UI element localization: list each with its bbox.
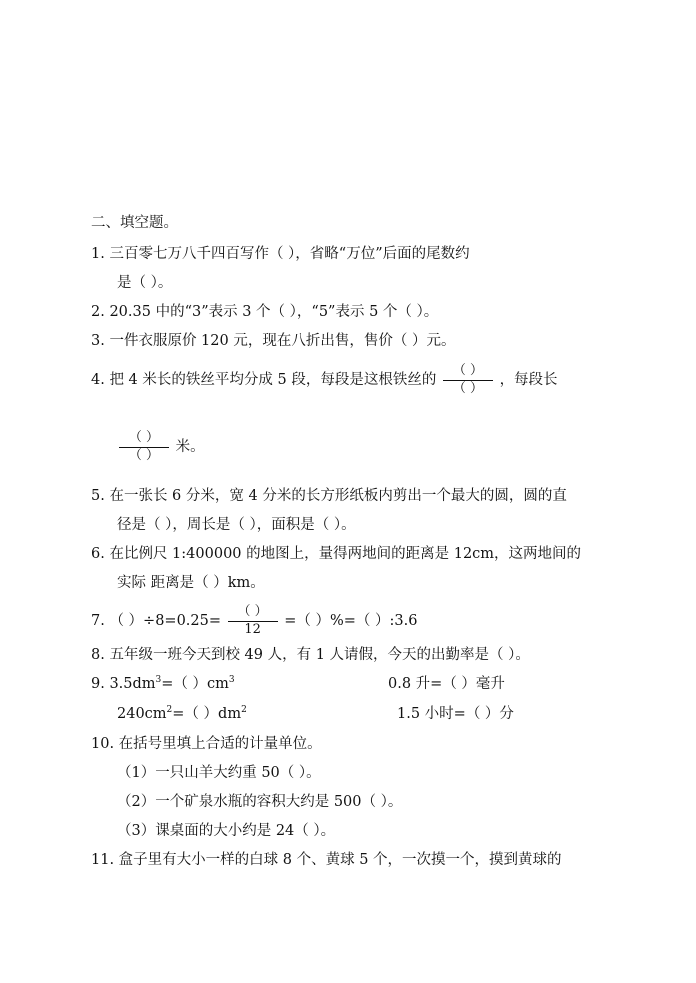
question-4-tail: ，每段长 <box>499 372 558 388</box>
question-2: 2. 20.35 中的“3”表示 3 个（ ），“5”表示 5 个（ ）。 <box>91 304 439 320</box>
q9-c-sup2: 2 <box>241 705 247 716</box>
q9-a-sup2: 3 <box>228 675 235 686</box>
q9-a-text2: =（ ）cm <box>161 676 229 692</box>
question-10-title: 10. 在括号里填上合适的计量单位。 <box>91 736 322 752</box>
question-6-line-1: 6. 在比例尺 1:400000 的地图上，量得两地间的距离是 12cm，这两地间的 <box>91 546 582 562</box>
question-9-item-c <box>117 704 247 724</box>
fraction-blank-1 <box>443 363 493 397</box>
question-7-pre: 7. （ ）÷8=0.25= <box>91 613 222 629</box>
question-10-item-1: （1）一只山羊大约重 50（ ）。 <box>117 765 321 781</box>
question-1-line-2: 是（ ）。 <box>117 275 173 291</box>
question-9-item-d: 1.5 小时=（ ）分 <box>397 706 514 722</box>
q9-c-sup: 2 <box>166 705 173 716</box>
q9-c-text2: =（ ）dm <box>172 706 242 722</box>
q9-c-text: 240cm <box>117 706 167 722</box>
fraction-numerator: （ ） <box>443 363 493 381</box>
question-5-line-1: 5. 在一张长 6 分米，宽 4 分米的长方形纸板内剪出一个最大的圆，圆的直 <box>91 488 567 504</box>
question-10-item-3: （3）课桌面的大小约是 24（ ）。 <box>117 823 336 839</box>
question-1-line-1: 1. 三百零七万八千四百写作（ ），省略“万位”后面的尾数约 <box>91 246 470 262</box>
fraction-denominator: （ ） <box>452 381 484 396</box>
question-5-line-2: 径是（ ），周长是（ ），面积是（ ）。 <box>117 517 356 533</box>
fraction-denominator: （ ） <box>128 448 160 463</box>
q9-a-sup: 3 <box>155 675 162 686</box>
question-10-item-2: （2）一个矿泉水瓶的容积大约是 500（ ）。 <box>117 794 403 810</box>
question-4-text: 4. 把 4 米长的铁丝平均分成 5 段，每段是这根铁丝的 <box>91 372 437 388</box>
question-7-post: =（ ）%=（ ）:3.6 <box>284 613 418 629</box>
question-7 <box>91 604 417 638</box>
fraction-denominator: 12 <box>244 622 261 637</box>
question-4-unit: 米。 <box>175 439 205 455</box>
question-4-line-1 <box>91 363 558 397</box>
fraction-blank-2 <box>119 430 169 464</box>
fraction-numerator: （ ） <box>119 430 169 448</box>
question-8: 8. 五年级一班今天到校 49 人，有 1 人请假，今天的出勤率是（ ）。 <box>91 647 530 663</box>
question-3: 3. 一件衣服原价 120 元，现在八折出售，售价（ ）元。 <box>91 333 456 349</box>
question-4-line-2 <box>117 430 205 464</box>
question-6-line-2: 实际 距离是（ ）km。 <box>117 575 265 591</box>
q9-a-text: 9. 3.5dm <box>91 676 156 692</box>
question-9-item-a <box>91 674 235 694</box>
fraction-numerator: （ ） <box>228 604 278 622</box>
question-11: 11. 盒子里有大小一样的白球 8 个、黄球 5 个，一次摸一个，摸到黄球的 <box>91 852 562 868</box>
question-9-item-b: 0.8 升=（ ）毫升 <box>388 676 505 692</box>
fraction-blank-3 <box>228 604 278 638</box>
section-title: 二、填空题。 <box>91 215 178 231</box>
